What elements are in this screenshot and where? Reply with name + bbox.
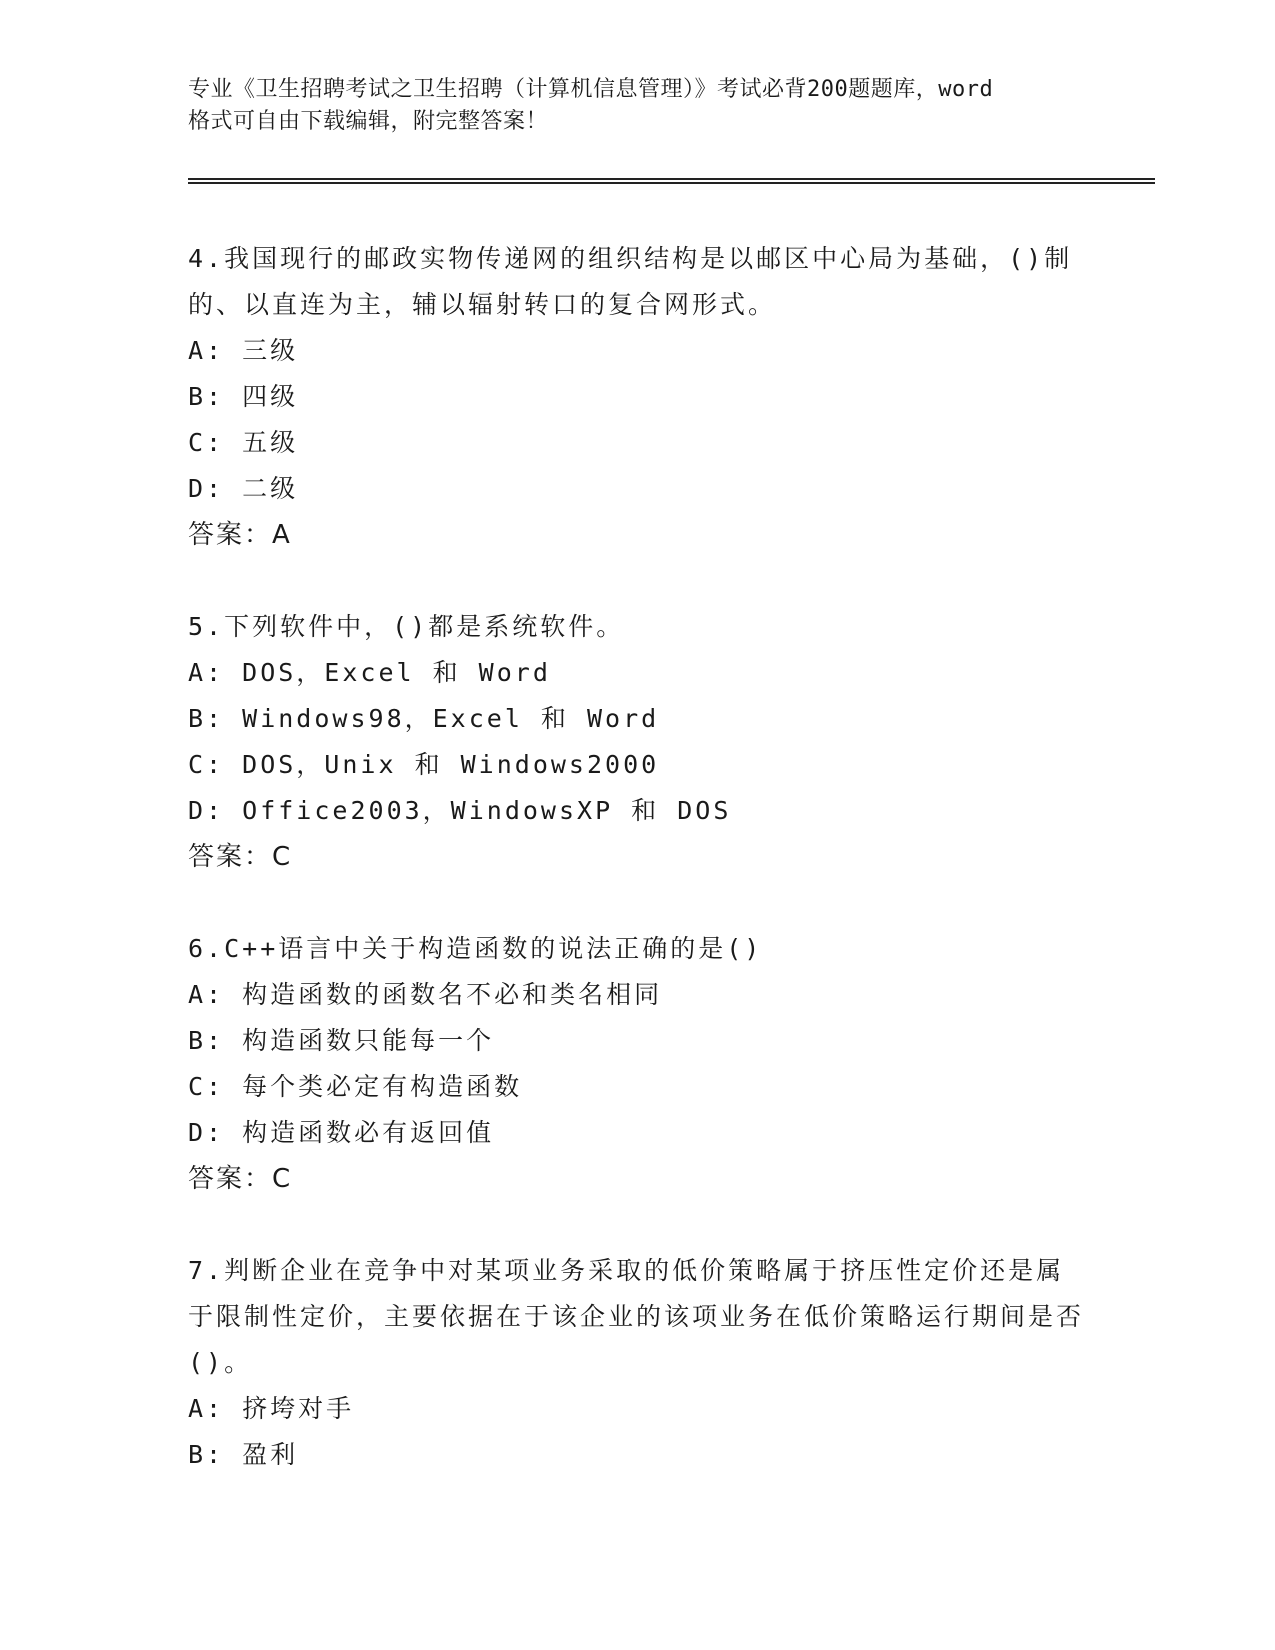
option-c: C: 五级 (188, 428, 299, 457)
option-d: D: 二级 (188, 474, 299, 503)
option-a: A: 构造函数的函数名不必和类名相同 (188, 980, 663, 1009)
question-stem: 7.判断企业在竞争中对某项业务采取的低价策略属于挤压性定价还是属于限制性定价，主要依据在于该企业的该项业务在低价策略运行期间是否()。 (188, 1256, 1085, 1377)
question-4 (188, 236, 1088, 558)
header-line-1: 专业《卫生招聘考试之卫生招聘（计算机信息管理）》考试必背200题题库，word (188, 77, 994, 102)
question-stem: 6.C++语言中关于构造函数的说法正确的是() (188, 934, 763, 963)
option-b: B: Windows98，Excel 和 Word (188, 704, 660, 733)
question-stem: 5.下列软件中，()都是系统软件。 (188, 612, 625, 641)
answer-label: 答案：C (188, 842, 293, 872)
option-b: B: 构造函数只能每一个 (188, 1026, 495, 1055)
header-line-2: 格式可自由下载编辑，附完整答案！ (188, 109, 549, 134)
document-header (188, 74, 1088, 138)
question-stem: 4.我国现行的邮政实物传递网的组织结构是以邮区中心局为基础，()制的、以直连为主，辅以辐射转口的复合网形式。 (188, 244, 1073, 319)
option-a: A: 挤垮对手 (188, 1394, 355, 1423)
option-b: B: 四级 (188, 382, 299, 411)
option-a: A: DOS，Excel 和 Word (188, 658, 551, 687)
option-c: C: 每个类必定有构造函数 (188, 1072, 523, 1101)
answer-label: 答案：C (188, 1164, 293, 1194)
option-c: C: DOS，Unix 和 Windows2000 (188, 750, 660, 779)
question-list (188, 236, 1088, 1524)
answer-label: 答案：A (188, 520, 292, 550)
option-d: D: Office2003，WindowsXP 和 DOS (188, 796, 732, 825)
question-6 (188, 926, 1088, 1202)
option-b: B: 盈利 (188, 1440, 299, 1469)
option-a: A: 三级 (188, 336, 299, 365)
question-7 (188, 1248, 1088, 1478)
question-5 (188, 604, 1088, 880)
option-d: D: 构造函数必有返回值 (188, 1118, 495, 1147)
header-double-rule (188, 178, 1155, 184)
